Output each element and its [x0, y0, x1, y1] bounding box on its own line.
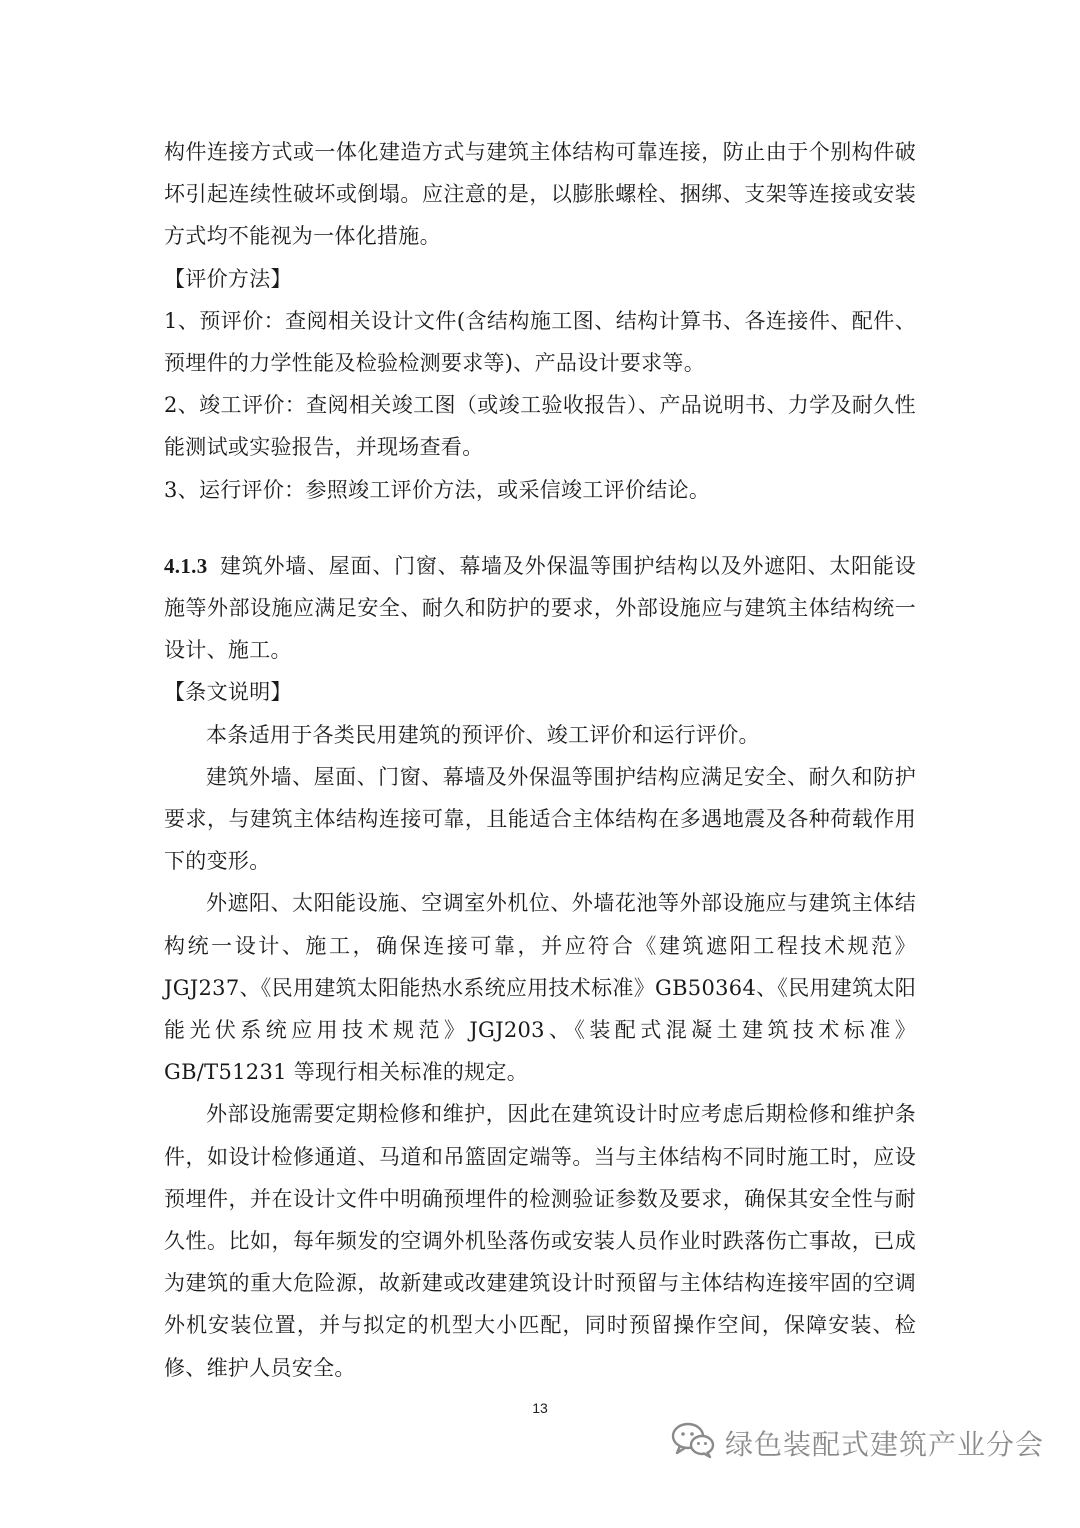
page-number: 13: [532, 1400, 548, 1416]
clause-number: 4.1.3: [164, 553, 208, 578]
clause-text: 建筑外墙、屋面、门窗、幕墙及外保温等围护结构以及外遮阳、太阳能设施等外部设施应满足安全、耐久和防护的要求，外部设施应与建筑主体结构统一设计、施工。: [164, 553, 916, 663]
watermark: [671, 1418, 1044, 1468]
evaluation-item-pre: 1、预评价：查阅相关设计文件(含结构施工图、结构计算书、各连接件、配件、预埋件的力学性能及检验检测要求等)、产品设计要求等。: [164, 308, 916, 376]
evaluation-item-operation: 3、运行评价：参照竣工评价方法，或采信竣工评价结论。: [164, 477, 711, 502]
document-body: [164, 131, 916, 1389]
evaluation-method-heading: 【评价方法】: [164, 266, 292, 291]
section-gap: [164, 511, 916, 545]
watermark-text: 绿色装配式建筑产业分会: [724, 1428, 1044, 1461]
clause-paragraph: [164, 545, 916, 672]
explanation-heading: 【条文说明】: [164, 680, 292, 705]
wechat-icon: [671, 1421, 715, 1466]
explanation-paragraph: 本条适用于各类民用建筑的预评价、竣工评价和运行评价。: [206, 722, 760, 747]
explanation-paragraph: 建筑外墙、屋面、门窗、幕墙及外保温等围护结构应满足安全、耐久和防护要求，与建筑主体结构连接可靠，且能适合主体结构在多遇地震及各种荷载作用下的变形。: [164, 764, 916, 874]
paragraph-continuation: 构件连接方式或一体化建造方式与建筑主体结构可靠连接，防止由于个别构件破坏引起连续性破坏或倒塌。应注意的是，以膨胀螺栓、捆绑、支架等连接或安装方式均不能视为一体化措施。: [164, 140, 916, 249]
explanation-paragraph: 外部设施需要定期检修和维护，因此在建筑设计时应考虑后期检修和维护条件，如设计检修通道、马道和吊篮固定端等。当与主体结构不同时施工时，应设预埋件，并在设计文件中明确预埋件的检测验证参数及要求，确保其安全性与耐久性。比如，每年频发的空调外机坠落伤或安装人员作业时跌落伤亡事故，已成为建筑的重大危险源，故新建或改建建筑设计时预留与主体结构连接牢固的空调外机安装位置，并与拟定的机型大小匹配，同时预留操作空间，保障安装、检修、维护人员安全。: [164, 1102, 916, 1380]
explanation-paragraph: 外遮阳、太阳能设施、空调室外机位、外墙花池等外部设施应与建筑主体结构统一设计、施工，确保连接可靠，并应符合《建筑遮阳工程技术规范》JGJ237、《民用建筑太阳能热水系统应用技术标准》GB50364、《民用建筑太阳能光伏系统应用技术规范》JGJ203、《装配式混凝土建筑技术标准》GB/T51231 等现行相关标准的规定。: [164, 891, 917, 1085]
evaluation-item-completion: 2、竣工评价：查阅相关竣工图（或竣工验收报告）、产品说明书、力学及耐久性能测试或实验报告，并现场查看。: [164, 393, 916, 460]
